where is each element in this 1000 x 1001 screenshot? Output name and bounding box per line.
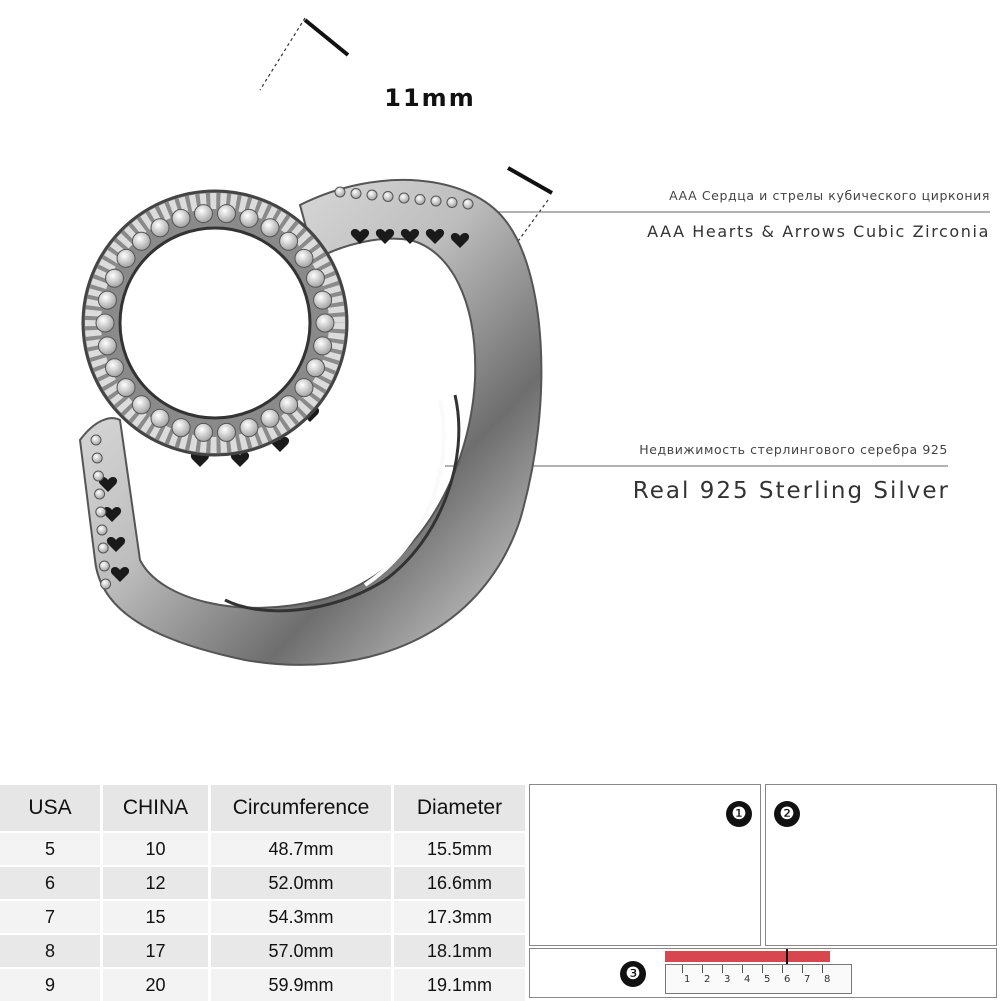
- zirconia-stone: [463, 199, 473, 209]
- cell-circumference: 54.3mm: [210, 900, 393, 934]
- cell-circumference: 57.0mm: [210, 934, 393, 968]
- dimension-label: 11mm: [384, 84, 476, 112]
- cell-diameter: 15.5mm: [393, 832, 526, 866]
- cell-china: 15: [102, 900, 210, 934]
- halo-setting: [83, 191, 347, 455]
- ruler-tick-label: 2: [704, 974, 711, 985]
- zirconia-stone: [195, 205, 213, 223]
- cell-diameter: 19.1mm: [393, 968, 526, 1001]
- measuring-strip: [665, 951, 830, 962]
- cell-china: 10: [102, 832, 210, 866]
- zirconia-stone: [117, 379, 135, 397]
- zirconia-stone: [132, 232, 150, 250]
- zirconia-stone: [280, 232, 298, 250]
- zirconia-stone: [92, 453, 102, 463]
- callout-silver-en: Real 925 Sterling Silver: [632, 478, 950, 504]
- cell-usa: 9: [0, 968, 102, 1001]
- zirconia-stone: [95, 489, 105, 499]
- zirconia-stone: [97, 525, 107, 535]
- cell-circumference: 48.7mm: [210, 832, 393, 866]
- table-header-row: [0, 785, 525, 832]
- cell-usa: 5: [0, 832, 102, 866]
- instruction-panel-step3: [529, 948, 997, 998]
- ruler-tick: [762, 965, 763, 973]
- ring-size-table: [0, 785, 525, 1001]
- zirconia-stone: [261, 219, 279, 237]
- zirconia-stone: [240, 209, 258, 227]
- ruler-tick: [702, 965, 703, 973]
- zirconia-stone: [172, 209, 190, 227]
- table-row: [0, 934, 525, 968]
- zirconia-stone: [217, 423, 235, 441]
- zirconia-stone: [132, 396, 150, 414]
- table-row: [0, 900, 525, 934]
- zirconia-stone: [447, 198, 457, 208]
- zirconia-stone: [101, 579, 111, 589]
- zirconia-stone: [335, 187, 345, 197]
- instruction-panel-step2: [765, 784, 997, 946]
- zirconia-stone: [306, 269, 324, 287]
- zirconia-stone: [351, 189, 361, 199]
- zirconia-stone: [314, 337, 332, 355]
- step-2-badge: ❷: [774, 801, 800, 827]
- header-circumference: Circumference: [210, 785, 393, 832]
- zirconia-stone: [96, 314, 114, 332]
- ruler-tick-label: 7: [804, 974, 811, 985]
- ruler-tick-label: 4: [744, 974, 751, 985]
- cell-diameter: 17.3mm: [393, 900, 526, 934]
- zirconia-stone: [295, 249, 313, 267]
- table-row: [0, 866, 525, 900]
- zirconia-stone: [99, 561, 109, 571]
- cell-china: 12: [102, 866, 210, 900]
- step-3-badge: ❸: [620, 961, 646, 987]
- zirconia-stone: [306, 359, 324, 377]
- zirconia-stone: [295, 379, 313, 397]
- zirconia-stone: [106, 359, 124, 377]
- zirconia-stone: [217, 205, 235, 223]
- ruler-tick: [822, 965, 823, 973]
- cell-usa: 8: [0, 934, 102, 968]
- callout-zirconia-ru: AAA Сердца и стрелы кубического циркония: [669, 188, 990, 203]
- ruler-tick: [682, 965, 683, 973]
- zirconia-stone: [117, 249, 135, 267]
- zirconia-stone: [98, 543, 108, 553]
- strip-mark: [786, 949, 788, 965]
- zirconia-stone: [106, 269, 124, 287]
- header-diameter: Diameter: [393, 785, 526, 832]
- zirconia-stone: [261, 409, 279, 427]
- zirconia-stone: [431, 196, 441, 206]
- zirconia-stone: [280, 396, 298, 414]
- table-row: [0, 832, 525, 866]
- table-row: [0, 968, 525, 1001]
- ruler-tick: [722, 965, 723, 973]
- step-1-badge: ❶: [726, 801, 752, 827]
- header-china: CHINA: [102, 785, 210, 832]
- zirconia-stone: [383, 192, 393, 202]
- cell-china: 17: [102, 934, 210, 968]
- ruler-tick-label: 6: [784, 974, 791, 985]
- cell-diameter: 16.6mm: [393, 866, 526, 900]
- zirconia-stone: [172, 419, 190, 437]
- ruler-tick: [802, 965, 803, 973]
- ruler-tick-label: 8: [824, 974, 831, 985]
- cell-usa: 7: [0, 900, 102, 934]
- zirconia-stone: [240, 419, 258, 437]
- instruction-panel-step1: [529, 784, 761, 946]
- zirconia-stone: [93, 471, 103, 481]
- ruler-tick: [782, 965, 783, 973]
- zirconia-stone: [195, 423, 213, 441]
- zirconia-stone: [151, 409, 169, 427]
- zirconia-stone: [98, 291, 116, 309]
- zirconia-stone: [399, 193, 409, 203]
- zirconia-stone: [96, 507, 106, 517]
- zirconia-stone: [415, 195, 425, 205]
- measuring-ruler: [665, 964, 852, 994]
- callout-silver-ru: Недвижимость стерлингового серебра 925: [639, 442, 948, 457]
- callout-zirconia-en: AAA Hearts & Arrows Cubic Zirconia: [647, 222, 990, 241]
- zirconia-stone: [314, 291, 332, 309]
- ruler-tick-label: 5: [764, 974, 771, 985]
- zirconia-stone: [91, 435, 101, 445]
- cell-circumference: 52.0mm: [210, 866, 393, 900]
- ruler-tick-label: 3: [724, 974, 731, 985]
- ruler-tick-label: 1: [684, 974, 691, 985]
- cell-circumference: 59.9mm: [210, 968, 393, 1001]
- cell-diameter: 18.1mm: [393, 934, 526, 968]
- cell-china: 20: [102, 968, 210, 1001]
- ruler-tick: [742, 965, 743, 973]
- zirconia-stone: [98, 337, 116, 355]
- cell-usa: 6: [0, 866, 102, 900]
- header-usa: USA: [0, 785, 102, 832]
- zirconia-stone: [316, 314, 334, 332]
- zirconia-stone: [151, 219, 169, 237]
- zirconia-stone: [367, 190, 377, 200]
